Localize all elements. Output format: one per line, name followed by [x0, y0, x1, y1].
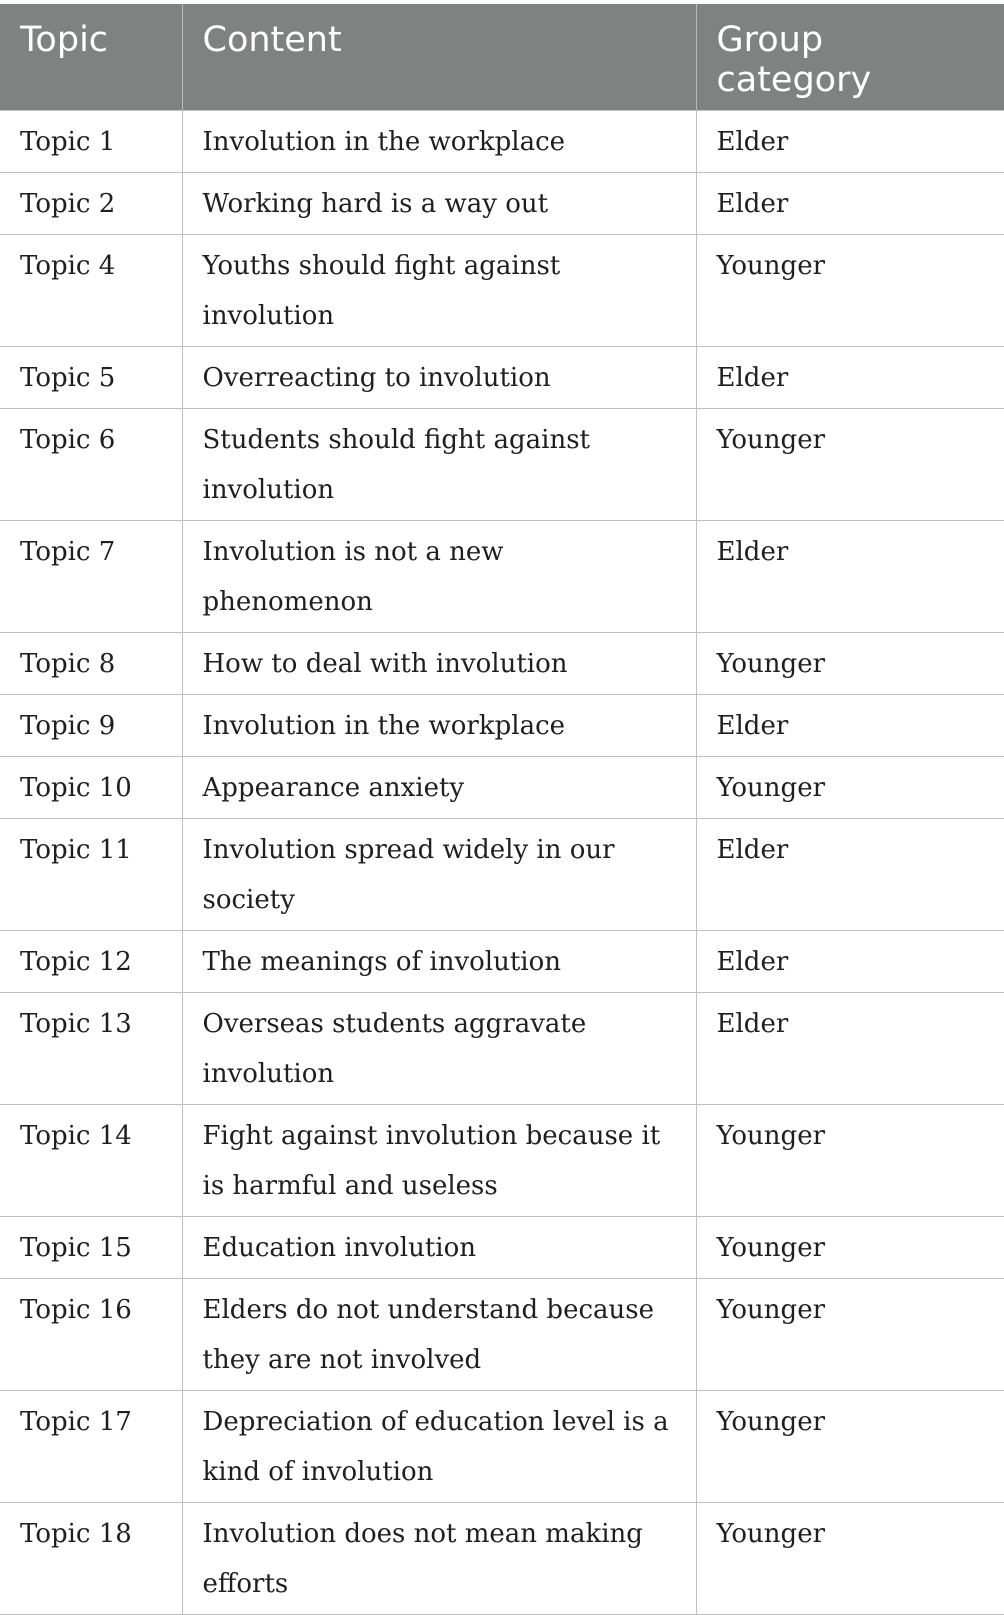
topic-cell: Topic 17: [0, 1391, 182, 1503]
table-row: [0, 1217, 1004, 1279]
content-cell: Working hard is a way out: [182, 173, 696, 235]
content-cell: Involution does not mean making efforts: [182, 1503, 696, 1615]
table-row: [0, 819, 1004, 931]
group-cell: Elder: [696, 931, 1004, 993]
group-cell: Younger: [696, 633, 1004, 695]
topic-cell: Topic 7: [0, 521, 182, 633]
content-cell: Education involution: [182, 1217, 696, 1279]
group-cell: Elder: [696, 819, 1004, 931]
header-row: [0, 4, 1004, 111]
topic-cell: Topic 15: [0, 1217, 182, 1279]
table-row: [0, 633, 1004, 695]
content-cell: How to deal with involution: [182, 633, 696, 695]
group-cell: Younger: [696, 1503, 1004, 1615]
topic-cell: Topic 8: [0, 633, 182, 695]
content-cell: The meanings of involution: [182, 931, 696, 993]
group-cell: Younger: [696, 1279, 1004, 1391]
topic-cell: Topic 10: [0, 757, 182, 819]
group-cell: Younger: [696, 235, 1004, 347]
content-cell: Involution spread widely in our society: [182, 819, 696, 931]
content-cell: Youths should fight against involution: [182, 235, 696, 347]
group-cell: Younger: [696, 1105, 1004, 1217]
table-row: [0, 1503, 1004, 1615]
group-cell: Younger: [696, 409, 1004, 521]
topic-cell: Topic 1: [0, 111, 182, 173]
topic-cell: Topic 5: [0, 347, 182, 409]
group-cell: Younger: [696, 1391, 1004, 1503]
topic-cell: Topic 11: [0, 819, 182, 931]
group-cell: Younger: [696, 1217, 1004, 1279]
group-cell: Elder: [696, 993, 1004, 1105]
topic-cell: Topic 14: [0, 1105, 182, 1217]
group-cell: Elder: [696, 521, 1004, 633]
topic-cell: Topic 16: [0, 1279, 182, 1391]
topics-table: [0, 4, 1004, 1615]
content-cell: Overreacting to involution: [182, 347, 696, 409]
table-row: [0, 695, 1004, 757]
table-row: [0, 1279, 1004, 1391]
topic-cell: Topic 12: [0, 931, 182, 993]
content-cell: Students should fight against involution: [182, 409, 696, 521]
content-cell: Involution is not a new phenomenon: [182, 521, 696, 633]
group-cell: Elder: [696, 173, 1004, 235]
topic-cell: Topic 9: [0, 695, 182, 757]
table-row: [0, 757, 1004, 819]
header-group-category: Group category: [696, 4, 1004, 111]
table-row: [0, 521, 1004, 633]
content-cell: Appearance anxiety: [182, 757, 696, 819]
table-row: [0, 111, 1004, 173]
table-row: [0, 347, 1004, 409]
topic-cell: Topic 18: [0, 1503, 182, 1615]
table-row: [0, 1105, 1004, 1217]
table-row: [0, 235, 1004, 347]
table-row: [0, 931, 1004, 993]
content-cell: Elders do not understand because they are not involved: [182, 1279, 696, 1391]
table-row: [0, 409, 1004, 521]
content-cell: Involution in the workplace: [182, 695, 696, 757]
content-cell: Fight against involution because it is harmful and useless: [182, 1105, 696, 1217]
topic-cell: Topic 6: [0, 409, 182, 521]
header-content: Content: [182, 4, 696, 111]
content-cell: Depreciation of education level is a kind of involution: [182, 1391, 696, 1503]
topic-cell: Topic 4: [0, 235, 182, 347]
topic-cell: Topic 13: [0, 993, 182, 1105]
group-cell: Younger: [696, 757, 1004, 819]
group-cell: Elder: [696, 695, 1004, 757]
topic-cell: Topic 2: [0, 173, 182, 235]
table-row: [0, 173, 1004, 235]
group-cell: Elder: [696, 111, 1004, 173]
group-cell: Elder: [696, 347, 1004, 409]
content-cell: Involution in the workplace: [182, 111, 696, 173]
table-row: [0, 1391, 1004, 1503]
header-topic: Topic: [0, 4, 182, 111]
table-row: [0, 993, 1004, 1105]
content-cell: Overseas students aggravate involution: [182, 993, 696, 1105]
